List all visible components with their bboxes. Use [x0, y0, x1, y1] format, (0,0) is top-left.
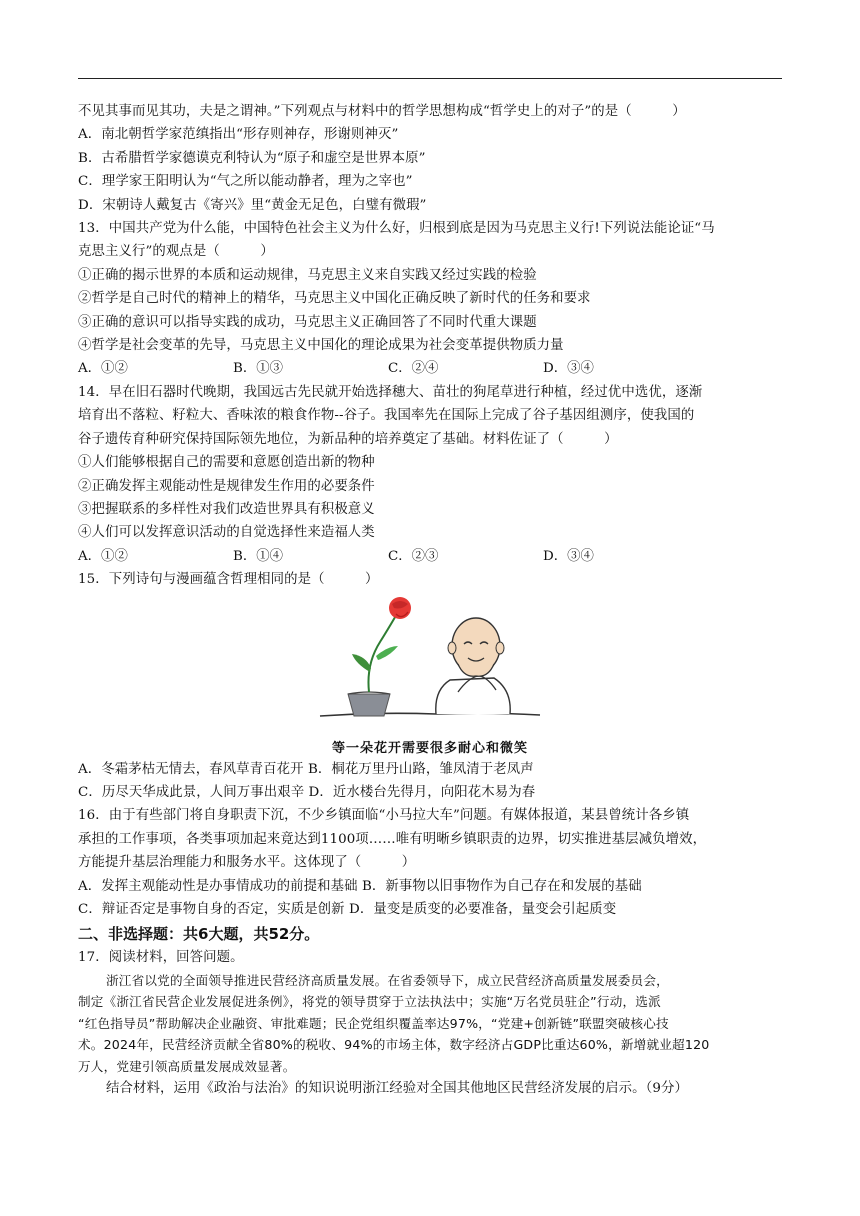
q16-options-row1: A．发挥主观能动性是办事情成功的前提和基础 B．新事物以旧事物作为自己存在和发展的基础 — [78, 878, 642, 894]
cartoon-caption: 等一朵花开需要很多耐心和微笑 — [331, 740, 528, 756]
q13-stem: 13．中国共产党为什么能，中国特色社会主义为什么好，归根到底是因为马克思主义行!下列说法能论证“马 — [78, 221, 715, 237]
q13-item-2: ②哲学是自己时代的精神上的精华，马克思主义中国化正确反映了新时代的任务和要求 — [78, 291, 591, 307]
q15-options-row1: A．冬霜茅枯无情去，春风草青百花开 B．桐花万里丹山路，雏凤清于老凤声 — [78, 761, 534, 777]
q15-options-row2: C．历尽天华成此景，人间万事出艰辛 D．近水楼台先得月，向阳花木易为春 — [78, 784, 536, 800]
q16-options-row2: C．辩证否定是事物自身的否定，实质是创新 D．量变是质变的必要准备，量变会引起质变 — [78, 901, 617, 917]
q17-material-line-3: “红色指导员”帮助解决企业融资、审批难题；民企党组织覆盖率达97%，“党建+创新链”联盟突破核心技 — [78, 1015, 669, 1031]
q14-stem: 14．早在旧石器时代晚期，我国远古先民就开始选择穗大、苗壮的狗尾草进行种植，经过优中选优，逐渐 — [78, 384, 703, 400]
cartoon-figure — [78, 594, 782, 758]
q14-option-b: B．①④ — [233, 548, 284, 564]
q13-item-1: ①正确的揭示世界的本质和运动规律，马克思主义来自实践又经过实践的检验 — [78, 267, 537, 283]
q12-option-d: D．宋朝诗人戴复古《寄兴》里“黄金无足色，白璧有微瑕” — [78, 197, 427, 213]
q17-stem: 17．阅读材料，回答问题。 — [78, 950, 244, 966]
header-rule — [78, 78, 782, 79]
q16-stem-cont-2: 方能提升基层治理能力和服务水平。这体现了（ ） — [78, 855, 416, 871]
q12-option-b: B．古希腊哲学家德谟克利特认为“原子和虚空是世界本原” — [78, 150, 426, 166]
q13-item-3: ③正确的意识可以指导实践的成功，马克思主义正确回答了不同时代重大课题 — [78, 314, 537, 330]
q13-option-d: D．③④ — [543, 361, 594, 377]
q17-material-line-4: 术。2024年，民营经济贡献全省80%的税收、94%的市场主体，数字经济占GDP比重达60%，新增就业超120 — [78, 1037, 710, 1053]
q14-option-a: A．①② — [78, 548, 128, 564]
q13-option-c: C．②④ — [388, 361, 439, 377]
q14-item-1: ①人们能够根据自己的需要和意愿创造出新的物种 — [78, 455, 375, 471]
q13-options — [78, 357, 782, 380]
q17-material-line-1: 浙江省以党的全面领导推进民营经济高质量发展。在省委领导下，成立民营经济高质量发展委员会， — [106, 972, 669, 988]
q14-options — [78, 545, 782, 568]
q16-stem-cont-1: 承担的工作事项，各类事项加起来竟达到1100项……唯有明晰乡镇职责的边界，切实推进基层减负增效， — [78, 831, 707, 847]
q13-item-4: ④哲学是社会变革的先导，马克思主义中国化的理论成果为社会变革提供物质力量 — [78, 338, 564, 354]
q15-stem: 15．下列诗句与漫画蕴含哲理相同的是（ ） — [78, 572, 379, 588]
q12-option-a: A．南北朝哲学家范缜指出“形存则神存，形谢则神灭” — [78, 127, 399, 143]
q14-item-2: ②正确发挥主观能动性是规律发生作用的必要条件 — [78, 478, 375, 494]
q14-item-4: ④人们可以发挥意识活动的自觉选择性来造福人类 — [78, 525, 375, 541]
q13-option-a: A．①② — [78, 361, 128, 377]
cartoon-illustration — [318, 594, 548, 732]
q14-item-3: ③把握联系的多样性对我们改造世界具有积极意义 — [78, 501, 375, 517]
q14-option-d: D．③④ — [543, 548, 594, 564]
q12-stem: 不见其事而见其功，夫是之谓神。”下列观点与材料中的哲学思想构成“哲学史上的对子”的是（ ） — [78, 104, 686, 119]
q12-option-c: C．理学家王阳明认为“气之所以能动静者，理为之宰也” — [78, 174, 413, 190]
q13-option-b: B．①③ — [233, 361, 284, 377]
q16-stem: 16．由于有些部门将自身职责下沉，不少乡镇面临“小马拉大车”问题。有媒体报道，某县曾统计各乡镇 — [78, 808, 690, 824]
q14-option-c: C．②③ — [388, 548, 439, 564]
q17-material-line-5: 万人，党建引领高质量发展成效显著。 — [78, 1058, 296, 1074]
q17-material-line-2: 制定《浙江省民营企业发展促进条例》，将党的领导贯穿于立法执法中；实施“万名党员驻企”行动，选派 — [78, 994, 661, 1010]
q14-stem-cont-1: 培育出不落粒、籽粒大、香味浓的粮食作物--谷子。我国率先在国际上完成了谷子基因组测序，使我国的 — [78, 408, 695, 424]
q14-stem-cont-2: 谷子遗传育种研究保持国际领先地位，为新品种的培养奠定了基础。材料佐证了（ ） — [78, 431, 618, 447]
exam-page — [78, 100, 782, 1101]
q13-stem-cont: 克思主义行”的观点是（ ） — [78, 244, 274, 260]
section-heading: 二、非选择题：共6大题，共52分。 — [78, 925, 320, 944]
q17-question: 结合材料，运用《政治与法治》的知识说明浙江经验对全国其他地区民营经济发展的启示。（9分） — [106, 1081, 689, 1097]
